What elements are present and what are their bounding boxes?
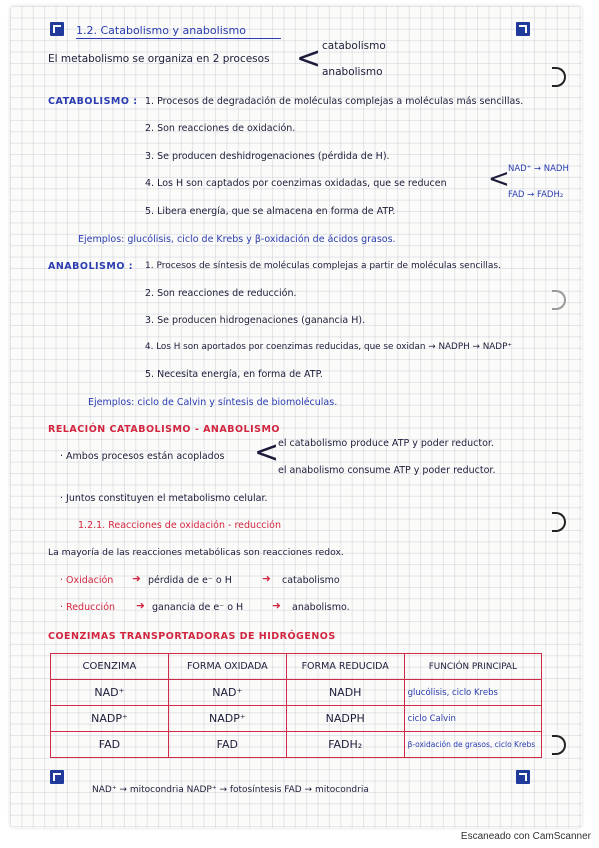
anabolismo-label: ANABOLISMO : (48, 261, 134, 272)
catabolismo-item: 4. Los H son captados por coenzimas oxidadas, que se reducen (145, 178, 447, 189)
intro-branch-anabolismo: anabolismo (322, 66, 383, 78)
anabolismo-item: 3. Se producen hidrogenaciones (ganancia H). (145, 315, 366, 326)
intro-branch-catabolismo: catabolismo (322, 40, 386, 52)
redox-reduccion-end: anabolismo. (292, 602, 350, 613)
anabolismo-item: 1. Procesos de síntesis de moléculas complejas a partir de moléculas sencillas. (145, 261, 501, 271)
corner-mark-icon (516, 22, 530, 36)
relacion-brace-icon: < (254, 435, 280, 470)
table-cell: FADH₂ (286, 732, 404, 758)
table-header-cell: COENZIMA (51, 654, 169, 680)
redox-oxidacion-end: catabolismo (282, 575, 340, 586)
anabolismo-item: 4. Los H son aportados por coenzimas reducidas, que se oxidan → NADPH → NADP⁺ (145, 342, 513, 352)
table-row (51, 680, 542, 706)
relacion-branch-catabolismo: el catabolismo produce ATP y poder reductor. (278, 438, 494, 449)
catabolismo-brace-icon: < (488, 164, 510, 194)
catabolismo-item: 5. Libera energía, que se almacena en forma de ATP. (145, 206, 396, 217)
table-header-row (51, 654, 542, 680)
table-cell: NAD⁺ (51, 680, 169, 706)
intro-text: El metabolismo se organiza en 2 procesos (48, 53, 270, 65)
table-header-cell: FORMA REDUCIDA (286, 654, 404, 680)
arrow-icon: ➜ (132, 573, 141, 585)
anabolismo-examples: Ejemplos: ciclo de Calvin y síntesis de biomoléculas. (88, 397, 338, 408)
title-underline (76, 38, 281, 39)
relacion-branch-anabolismo: el anabolismo consume ATP y poder reductor. (278, 465, 496, 476)
catabolismo-item: 2. Son reacciones de oxidación. (145, 123, 296, 134)
table-cell: NADPH (286, 706, 404, 732)
redox-majority: La mayoría de las reacciones metabólicas son reacciones redox. (48, 547, 344, 558)
coenzimas-table (50, 653, 542, 758)
arrow-icon: ➜ (136, 600, 145, 612)
catabolismo-examples: Ejemplos: glucólisis, ciclo de Krebs y β-oxidación de ácidos grasos. (78, 234, 396, 245)
catabolismo-side-nad: NAD⁺ → NADH (508, 164, 569, 174)
table-cell: NADH (286, 680, 404, 706)
anabolismo-item: 2. Son reacciones de reducción. (145, 288, 297, 299)
corner-mark-icon (50, 770, 64, 784)
relacion-heading: RELACIÓN CATABOLISMO - ANABOLISMO (48, 424, 280, 435)
table-header-cell: FUNCIÓN PRINCIPAL (404, 654, 541, 680)
table-cell: NAD⁺ (168, 680, 286, 706)
relacion-coupled: · Ambos procesos están acoplados (60, 451, 225, 462)
table-cell: NADP⁺ (168, 706, 286, 732)
redox-reduccion-mid: ganancia de e⁻ o H (152, 602, 244, 613)
catabolismo-item: 1. Procesos de degradación de moléculas complejas a moléculas más sencillas. (145, 96, 524, 107)
corner-mark-icon (50, 22, 64, 36)
corner-mark-icon (516, 770, 530, 784)
redox-reduccion-label: · Reducción (60, 602, 116, 613)
redox-oxidacion-label: · Oxidación (60, 575, 114, 586)
catabolismo-side-fad: FAD → FADH₂ (508, 190, 564, 200)
anabolismo-item: 5. Necesita energía, en forma de ATP. (145, 369, 323, 380)
arrow-icon: ➜ (272, 600, 281, 612)
coenzimas-footer: NAD⁺ → mitocondria NADP⁺ → fotosíntesis FAD → mitocondria (92, 785, 369, 795)
redox-oxidacion-mid: pérdida de e⁻ o H (148, 575, 232, 586)
relacion-together: · Juntos constituyen el metabolismo celular. (60, 493, 268, 504)
table-cell: FAD (51, 732, 169, 758)
catabolismo-item: 3. Se producen deshidrogenaciones (pérdida de H). (145, 151, 390, 162)
table-row (51, 732, 542, 758)
table-cell: NADP⁺ (51, 706, 169, 732)
table-cell: glucólisis, ciclo Krebs (404, 680, 541, 706)
scanner-watermark: Escaneado con CamScanner (460, 831, 591, 842)
table-header-cell: FORMA OXIDADA (168, 654, 286, 680)
arrow-icon: ➜ (262, 573, 271, 585)
table-row (51, 706, 542, 732)
table-cell: β-oxidación de grasos, ciclo Krebs (404, 732, 541, 758)
coenzimas-heading: COENZIMAS TRANSPORTADORAS DE HIDRÓGENOS (48, 631, 336, 642)
table-cell: FAD (168, 732, 286, 758)
redox-heading: 1.2.1. Reacciones de oxidación - reducción (78, 520, 281, 531)
table-cell: ciclo Calvin (404, 706, 541, 732)
page-title: 1.2. Catabolismo y anabolismo (76, 24, 246, 37)
intro-brace-icon: < (296, 41, 322, 76)
catabolismo-label: CATABOLISMO : (48, 96, 138, 107)
